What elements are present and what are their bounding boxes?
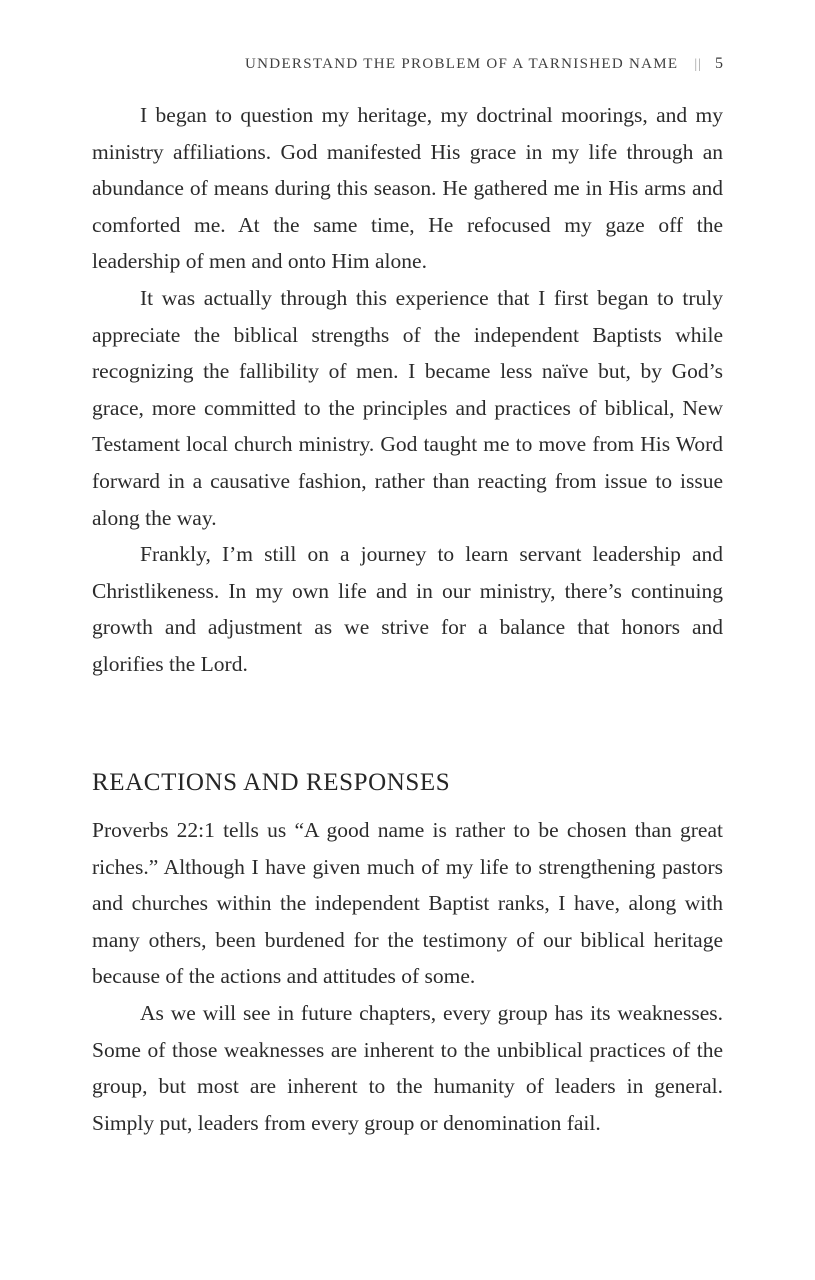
page-body <box>92 97 723 1141</box>
paragraph: I began to question my heritage, my doctrinal moorings, and my ministry affiliations. God manifested His grace in my life through an abundance of means during this season. He gathered me in His arms and comforted me. At the same time, He refocused my gaze off the leadership of men and onto Him alone. <box>92 103 723 274</box>
page-number: 5 <box>715 55 723 72</box>
paragraph: Proverbs 22:1 tells us “A good name is rather to be chosen than great riches.” Although I have given much of my life to strengthening pastors and churches within the independent Baptist ranks, I have, along with many others, been burdened for the testimony of our biblical heritage because of the actions and attitudes of some. <box>92 818 723 989</box>
running-header <box>92 55 723 73</box>
header-separator: || <box>694 57 702 72</box>
section-heading: REACTIONS AND RESPONSES <box>92 768 451 796</box>
paragraph: As we will see in future chapters, every group has its weaknesses. Some of those weaknesses are inherent to the unbiblical practices of the group, but most are inherent to the humanity of leaders in general. Simply put, leaders from every group or denomination fail. <box>92 1000 723 1135</box>
paragraph: Frankly, I’m still on a journey to learn servant leadership and Christlikeness. In my own life and in our ministry, there’s continuing growth and adjustment as we strive for a balance that honors and glorifies the Lord. <box>92 542 723 676</box>
running-title: UNDERSTAND THE PROBLEM OF A TARNISHED NAME <box>245 56 679 72</box>
paragraph: It was actually through this experience that I first began to truly appreciate the biblical strengths of the independent Baptists while recognizing the fallibility of men. I became less naïve but, by God’s grace, more committed to the principles and practices of biblical, New Testament local church ministry. God taught me to move from His Word forward in a causative fashion, rather than reacting from issue to issue along the way. <box>92 285 723 530</box>
